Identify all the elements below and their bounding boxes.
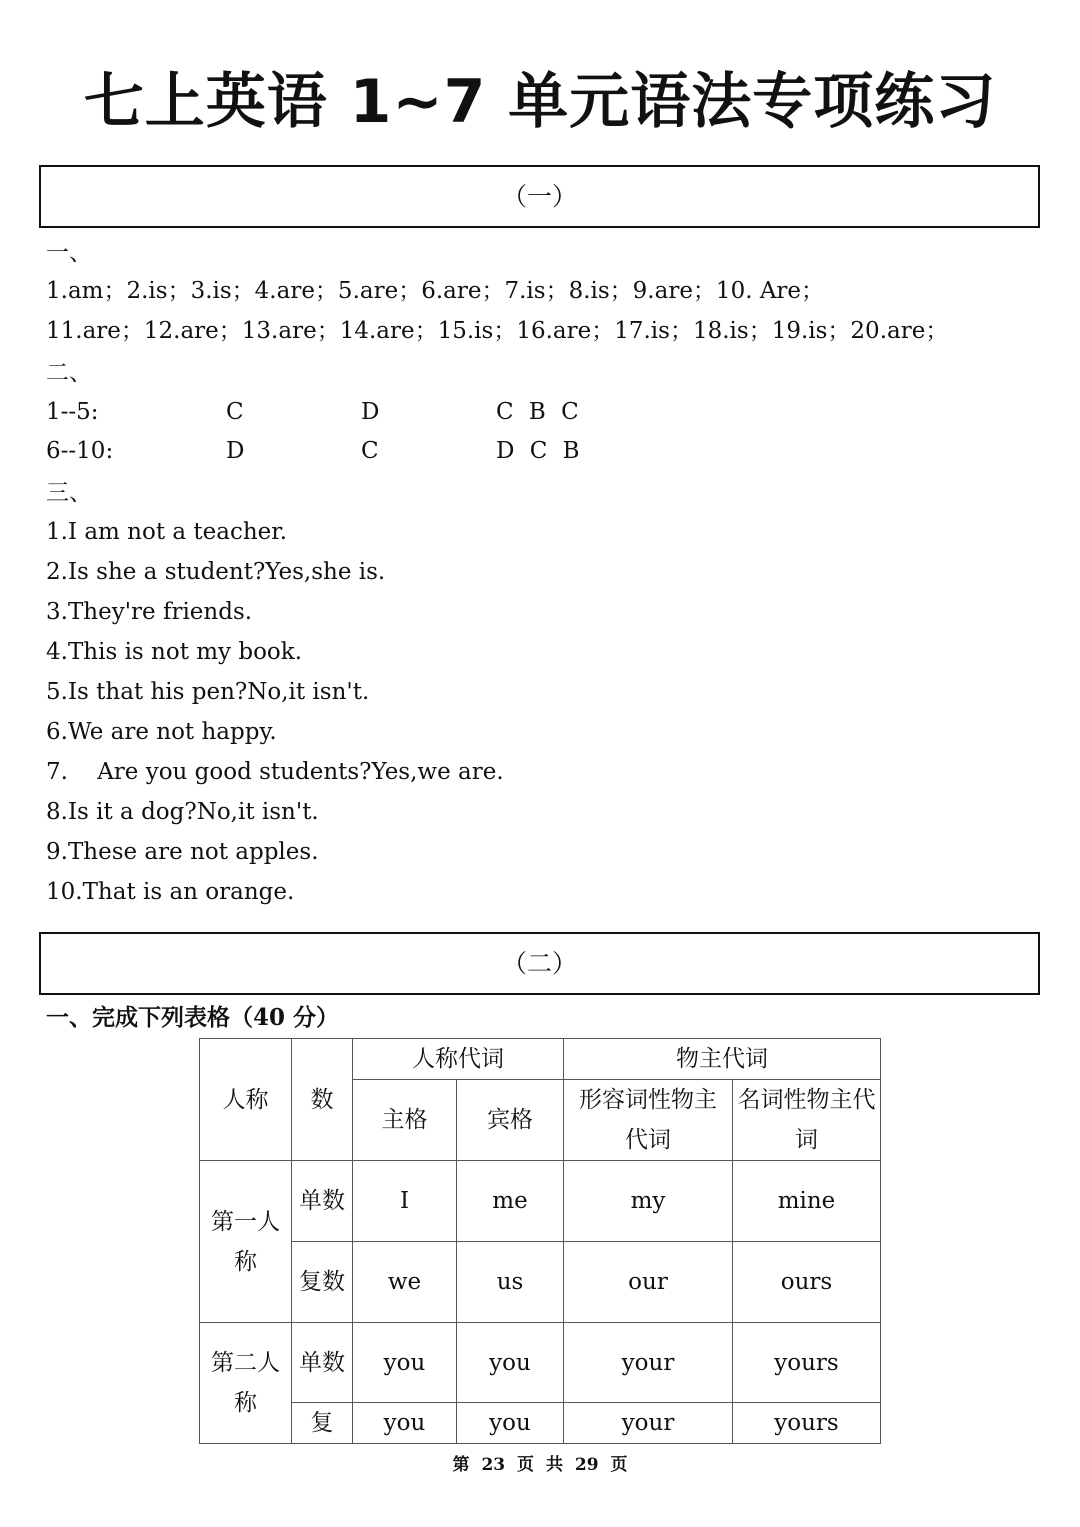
pronoun-table (199, 1038, 881, 1444)
adj-possessive-cell: your (564, 1403, 733, 1444)
sentence-line: 9.These are not apples. (46, 839, 319, 865)
choice-answer: C (361, 438, 379, 464)
number-cell: 复数 (292, 1242, 353, 1323)
choice-row (46, 397, 646, 427)
page-number: 第 23 页 共 29 页 (452, 1455, 628, 1475)
section-header-2: （二） (39, 932, 1040, 995)
sentence-line: 5.Is that his pen?No,it isn't. (46, 679, 370, 705)
choice-answer: D C B (496, 438, 584, 464)
sentence-line: 10.That is an orange. (46, 879, 295, 905)
page-title: 七上英语 1~7 单元语法专项练习 (83, 67, 997, 137)
choice-range: 6--10: (46, 438, 114, 464)
noun-possessive-cell: ours (733, 1242, 881, 1323)
person-second: 第二人称 (200, 1323, 292, 1444)
choice-row (46, 436, 646, 466)
header-subject: 主格 (353, 1080, 457, 1161)
object-cell: me (457, 1161, 564, 1242)
answer-line: 11.are；12.are；13.are；14.are；15.is；16.are；17.is；18.is；19.is；20.are； (46, 318, 949, 344)
subject-cell: we (353, 1242, 457, 1323)
header-personal-pronoun: 人称代词 (353, 1039, 564, 1080)
adj-possessive-cell: your (564, 1323, 733, 1403)
number-cell: 单数 (292, 1323, 353, 1403)
choice-range: 1--5: (46, 399, 99, 425)
choice-answer: C B C (496, 399, 583, 425)
header-number: 数 (292, 1039, 353, 1161)
subject-cell: I (353, 1161, 457, 1242)
person-first: 第一人称 (200, 1161, 292, 1323)
noun-possessive-cell: yours (733, 1323, 881, 1403)
section-header-1: （一） (39, 165, 1040, 228)
subject-cell: you (353, 1323, 457, 1403)
object-cell: you (457, 1403, 564, 1444)
adj-possessive-cell: my (564, 1161, 733, 1242)
sentence-line: 3.They're friends. (46, 599, 253, 625)
header-person: 人称 (200, 1039, 292, 1161)
sentence-line: 6.We are not happy. (46, 719, 277, 745)
header-noun-possessive: 名词性物主代词 (733, 1080, 881, 1161)
number-cell: 复 (292, 1403, 353, 1444)
part-label-1: 一、 (46, 240, 92, 266)
choice-answer: D (361, 399, 380, 425)
noun-possessive-cell: yours (733, 1403, 881, 1444)
sentence-line: 7. Are you good students?Yes,we are. (46, 759, 504, 785)
number-cell: 单数 (292, 1161, 353, 1242)
header-object: 宾格 (457, 1080, 564, 1161)
sentence-line: 2.Is she a student?Yes,she is. (46, 559, 386, 585)
subject-cell: you (353, 1403, 457, 1444)
table-heading: 一、完成下列表格（40 分） (46, 1004, 340, 1031)
part-label-3: 三、 (46, 480, 92, 506)
noun-possessive-cell: mine (733, 1161, 881, 1242)
object-cell: you (457, 1323, 564, 1403)
choice-answer: C (226, 399, 244, 425)
sentence-line: 1.I am not a teacher. (46, 519, 288, 545)
sentence-line: 4.This is not my book. (46, 639, 303, 665)
adj-possessive-cell: our (564, 1242, 733, 1323)
header-adjective-possessive: 形容词性物主代词 (564, 1080, 733, 1161)
answer-line: 1.am；2.is；3.is；4.are；5.are；6.are；7.is；8.is；9.are；10. Are； (46, 278, 825, 304)
header-possessive-pronoun: 物主代词 (564, 1039, 881, 1080)
choice-answer: D (226, 438, 245, 464)
object-cell: us (457, 1242, 564, 1323)
sentence-line: 8.Is it a dog?No,it isn't. (46, 799, 319, 825)
part-label-2: 二、 (46, 360, 92, 386)
